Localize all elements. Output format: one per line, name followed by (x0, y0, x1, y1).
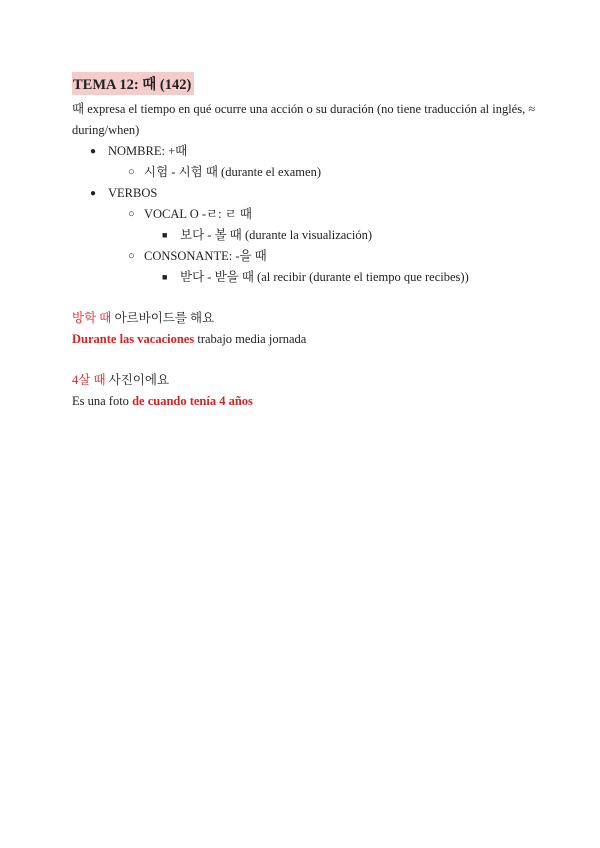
vocal-label: VOCAL O -ㄹ: ㄹ 때 (144, 207, 252, 221)
example-vacaciones (72, 308, 542, 350)
korean-rest: 아르바이드를 해요 (111, 311, 215, 325)
topic-heading (72, 72, 542, 99)
list-item-nombre-example (72, 162, 542, 183)
list-item-vocal-example (72, 225, 542, 246)
list-item-consonante (72, 246, 542, 267)
list-item-vocal (72, 204, 542, 225)
korean-rest: 사진이에요 (105, 373, 170, 387)
consonante-example: 받다 - 받을 때 (al recibir (durante el tiempo que recibes)) (180, 270, 469, 284)
list-item-verbos (72, 183, 542, 204)
grammar-list (72, 141, 542, 288)
spanish-translation (72, 391, 542, 412)
intro-paragraph: 때 expresa el tiempo en qué ocurre una acción o su duración (no tiene traducción al inglés, ≈ during/when) (72, 102, 536, 137)
topic-title: TEMA 12: 때 (142) (72, 72, 194, 95)
korean-sentence (72, 370, 542, 391)
highlighted-spanish: Durante las vacaciones (72, 332, 195, 346)
hollow-bullet-icon: ○ (128, 250, 135, 262)
consonante-label: CONSONANTE: -을 때 (144, 249, 267, 263)
vocal-example: 보다 - 볼 때 (durante la visualización) (180, 228, 372, 242)
spanish-rest: trabajo media jornada (194, 332, 307, 346)
highlighted-korean: 방학 때 (72, 311, 112, 325)
document-page (72, 72, 542, 412)
hollow-bullet-icon: ○ (128, 166, 135, 178)
highlighted-korean: 4살 때 (72, 373, 106, 387)
square-bullet-icon: ■ (162, 272, 168, 282)
spanish-start: Es una foto (72, 394, 133, 408)
list-item-nombre (72, 141, 542, 162)
filled-bullet-icon: ● (90, 146, 97, 157)
spanish-translation (72, 329, 542, 350)
list-item-consonante-example (72, 267, 542, 288)
korean-sentence (72, 308, 542, 329)
verbos-label: VERBOS (108, 186, 158, 200)
example-foto (72, 370, 542, 412)
nombre-example: 시험 - 시험 때 (durante el examen) (144, 165, 321, 179)
nombre-label: NOMBRE: +때 (108, 144, 188, 158)
square-bullet-icon: ■ (162, 230, 168, 240)
filled-bullet-icon: ● (90, 188, 97, 199)
highlighted-spanish: de cuando tenía 4 años (132, 394, 253, 408)
hollow-bullet-icon: ○ (128, 208, 135, 220)
